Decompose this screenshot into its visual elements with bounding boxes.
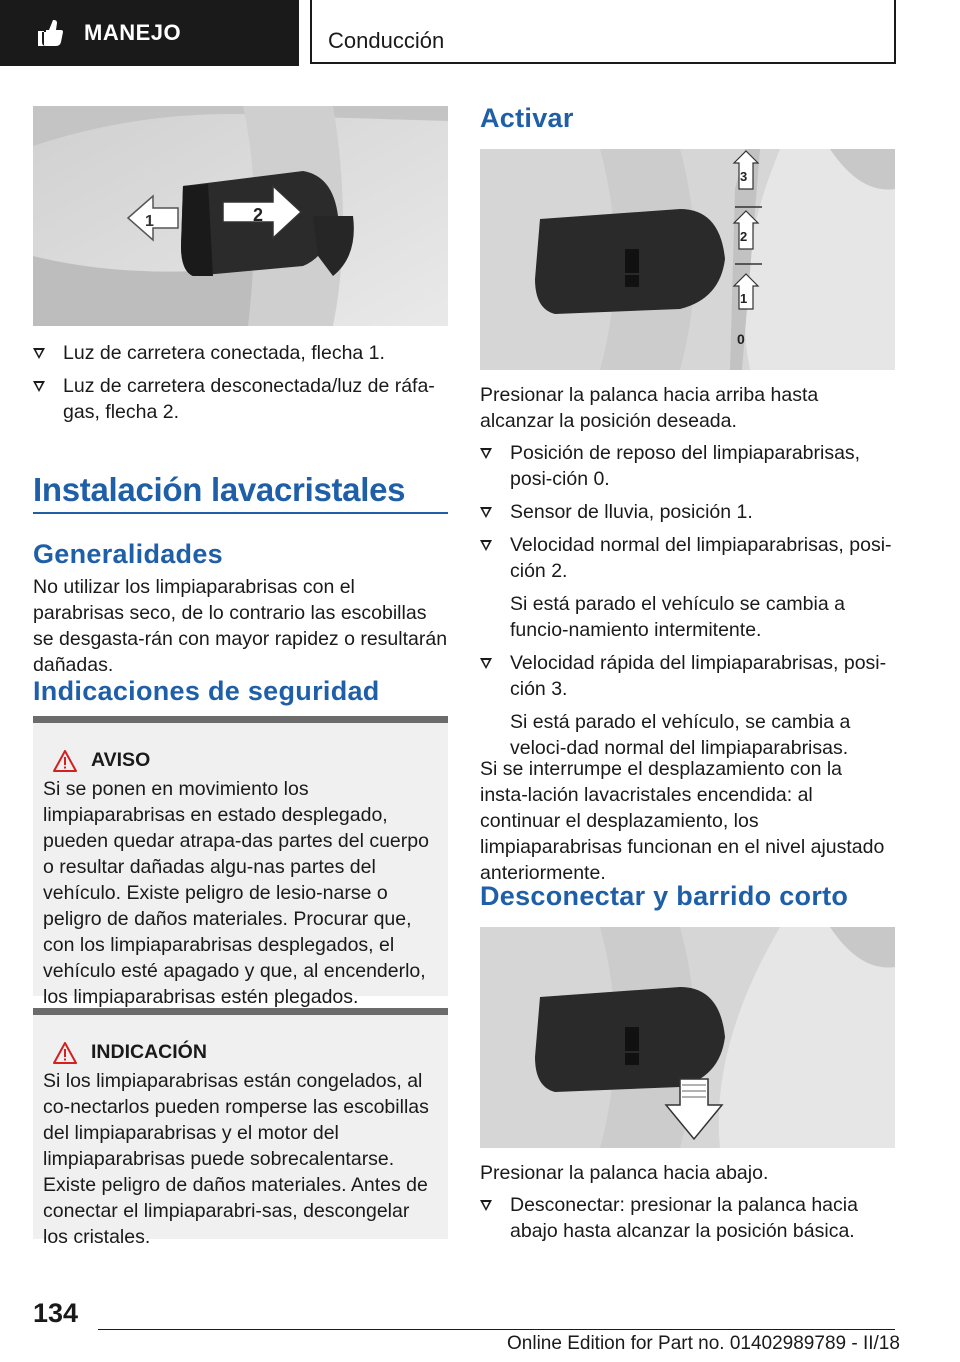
wiper-lever-off-photo bbox=[480, 927, 895, 1148]
page-number: 134 bbox=[33, 1298, 79, 1328]
warning-triangle-icon bbox=[53, 750, 77, 772]
list-item: Posición de reposo del limpiaparabrisas, posi-ción 0. bbox=[480, 440, 895, 492]
warning-triangle-icon bbox=[53, 1042, 77, 1064]
warning-title: INDICACIÓN bbox=[91, 1041, 207, 1063]
bullet-triangle-icon bbox=[480, 448, 492, 459]
warning-title: AVISO bbox=[91, 749, 151, 771]
wiper-lever-activate-photo bbox=[480, 149, 895, 370]
off-paragraph: Presionar la palanca hacia abajo. bbox=[480, 1162, 769, 1184]
photo1-label-1: 1 bbox=[145, 213, 154, 230]
warning-box-indicacion bbox=[33, 1008, 448, 1248]
photo2-label-1: 1 bbox=[740, 291, 748, 306]
photo2-label-2: 2 bbox=[740, 229, 748, 244]
section-tab-label: MANEJO bbox=[84, 20, 182, 45]
bullet-triangle-icon bbox=[480, 540, 492, 551]
list-item-note: Si está parado el vehículo, se cambia a veloci-dad normal del limpiaparabrisas. bbox=[510, 711, 851, 759]
activate-paragraph: Presionar la palanca hacia arriba hasta alcanzar la posición deseada. bbox=[480, 384, 819, 432]
activate-list bbox=[480, 440, 895, 761]
bullet-triangle-icon bbox=[480, 1200, 492, 1211]
subheading-off: Desconectar y barrido corto bbox=[480, 881, 849, 911]
interrupt-paragraph: Si se interrumpe el desplazamiento con la insta-lación lavacristales encendida: al continuar el desplazamiento, los limpiaparabrisas funcionan en el nivel ajustado anteriormente. bbox=[480, 758, 885, 884]
warning-box-aviso bbox=[33, 716, 448, 1008]
bullet-triangle-icon bbox=[480, 507, 492, 518]
footer-rule bbox=[98, 1329, 895, 1330]
bullet-triangle-icon bbox=[33, 381, 45, 392]
hand-icon bbox=[36, 18, 66, 48]
photo1-label-2: 2 bbox=[253, 205, 264, 225]
photo2-label-3: 3 bbox=[740, 169, 748, 184]
list-item: Velocidad rápida del limpiaparabrisas, posi-ción 3. bbox=[480, 650, 895, 702]
footer-edition: Online Edition for Part no. 01402989789 - II/18 bbox=[507, 1333, 900, 1354]
list-item-note: Si está parado el vehículo se cambia a funcio-namiento intermitente. bbox=[510, 593, 845, 641]
subheading-general: Generalidades bbox=[33, 539, 223, 569]
warning-text: Si los limpiaparabrisas están congelados, al co-nectarlos pueden romperse las escobillas del limpiaparabrisas y el motor del limpiaparabrisas puede sobrecalentarse. Existe peligro de daños materiales. Antes de conectar el limpiaparabri-sas, descongelar los cristales. bbox=[43, 1070, 429, 1248]
section-title-box bbox=[310, 0, 896, 64]
subheading-activate: Activar bbox=[480, 103, 574, 133]
section-title: Conducción bbox=[328, 28, 445, 53]
photo2-label-0: 0 bbox=[737, 331, 745, 347]
section-tab[interactable] bbox=[0, 0, 299, 66]
high-beam-list bbox=[33, 340, 448, 432]
list-item: Luz de carretera desconectada/luz de ráfa-gas, flecha 2. bbox=[33, 373, 448, 425]
subheading-safety: Indicaciones de seguridad bbox=[33, 676, 380, 706]
list-item: Sensor de lluvia, posición 1. bbox=[480, 499, 895, 525]
high-beam-lever-photo bbox=[33, 106, 448, 326]
list-item: Desconectar: presionar la palanca hacia abajo hasta alcanzar la posición básica. bbox=[480, 1192, 895, 1244]
heading-rule bbox=[33, 512, 448, 514]
off-list bbox=[480, 1192, 895, 1251]
general-paragraph: No utilizar los limpiaparabrisas con el parabrisas seco, de lo contrario las escobillas se desgasta-rán con mayor rapidez o resultarán dañadas. bbox=[33, 576, 448, 676]
section-heading: Instalación lavacristales bbox=[33, 471, 406, 508]
bullet-triangle-icon bbox=[480, 658, 492, 669]
bullet-triangle-icon bbox=[33, 348, 45, 359]
warning-text: Si se ponen en movimiento los limpiaparabrisas en estado desplegado, pueden quedar atrapa-das partes del cuerpo o resultar dañadas algu-nas partes del vehículo. Existe peligro de lesio-narse o peligro de daños materiales. Procurar que, con los limpiaparabrisas desplegados, el vehículo esté apagado y que, al encenderlo, los limpiaparabrisas estén plegados. bbox=[43, 778, 429, 1008]
list-item: Velocidad normal del limpiaparabrisas, posi-ción 2. bbox=[480, 532, 895, 584]
list-item: Luz de carretera conectada, flecha 1. bbox=[33, 340, 448, 366]
